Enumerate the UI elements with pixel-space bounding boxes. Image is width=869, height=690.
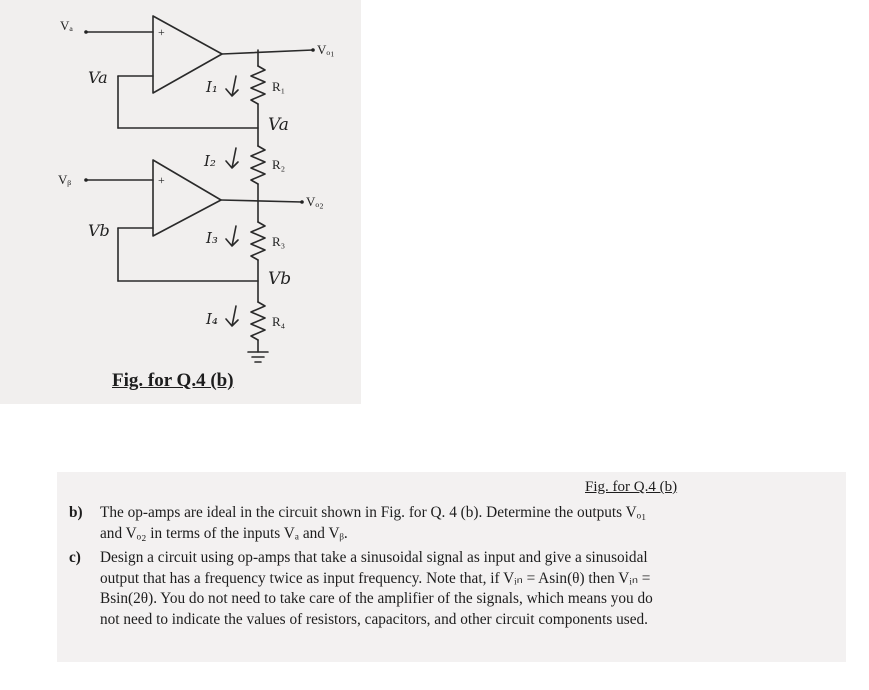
resistor-r2 [251,146,265,184]
circuit-photo [0,0,361,404]
r3-label: R₃ [272,234,286,249]
va-terminal [84,30,88,34]
current-arrow-i4 [226,306,238,326]
r2-label: R₂ [272,157,286,172]
question-b-line-1: The op-amps are ideal in the circuit shown in Fig. for Q. 4 (b). Determine the outputs Vₒ₁ [100,504,647,521]
question-c-marker: c) [69,549,81,566]
opamp-2 [153,160,221,236]
va-label: Vₐ [60,18,73,33]
opamp2-plus: + [158,173,165,187]
r4-label: R₄ [272,314,286,329]
question-c [69,548,839,630]
figure-caption: Fig. for Q.4 (b) [112,370,234,391]
resistor-r1 [251,66,265,104]
current-arrow-i2 [226,148,238,168]
opamp1-plus: + [158,25,165,39]
vo1-label: Vₒ₁ [317,42,335,57]
handwritten-vb-node: Vb [268,269,292,289]
vo2-output-wire [221,200,302,202]
question-c-line-2: output that has a frequency twice as input frequency. Note that, if Vᵢₙ = Asin(θ) then Vᵢₙ = [100,569,651,587]
question-c-line-1: Design a circuit using op-amps that take a sinusoidal signal as input and give a sinusoidal [100,549,648,566]
question-figure-caption: Fig. for Q.4 (b) [585,479,678,495]
handwritten-i3: I₃ [206,229,218,247]
question-panel [57,472,846,662]
vo2-label: Vₒ₂ [306,194,324,209]
resistor-r3 [251,222,265,260]
vo2-terminal [300,200,304,204]
handwritten-vb-input: Vb [88,221,110,240]
handwritten-va-node: Va [268,115,289,135]
handwritten-va-input: Va [88,68,108,87]
vb-label: Vᵦ [58,172,72,187]
current-arrow-i3 [226,226,238,246]
handwritten-i1: I₁ [206,78,218,96]
question-c-line-4: not need to indicate the values of resistors, capacitors, and other circuit components used. [100,610,648,628]
handwritten-i4: I₄ [206,310,218,328]
resistor-r4 [251,302,265,340]
question-c-line-3: Bsin(2θ). You do not need to take care of the amplifier of the signals, which means you do [100,590,653,607]
question-b-marker: b) [69,504,83,521]
question-b-line-2: and Vₒ₂ in terms of the inputs Vₐ and Vᵦ. [100,524,348,542]
current-arrow-i1 [226,76,238,96]
question-b [69,503,839,544]
r1-label: R₁ [272,79,286,94]
vo1-terminal [311,48,315,52]
vb-terminal [84,178,88,182]
handwritten-i2: I₂ [204,152,216,170]
circuit-diagram [0,0,361,404]
vo1-output-wire [222,50,313,54]
